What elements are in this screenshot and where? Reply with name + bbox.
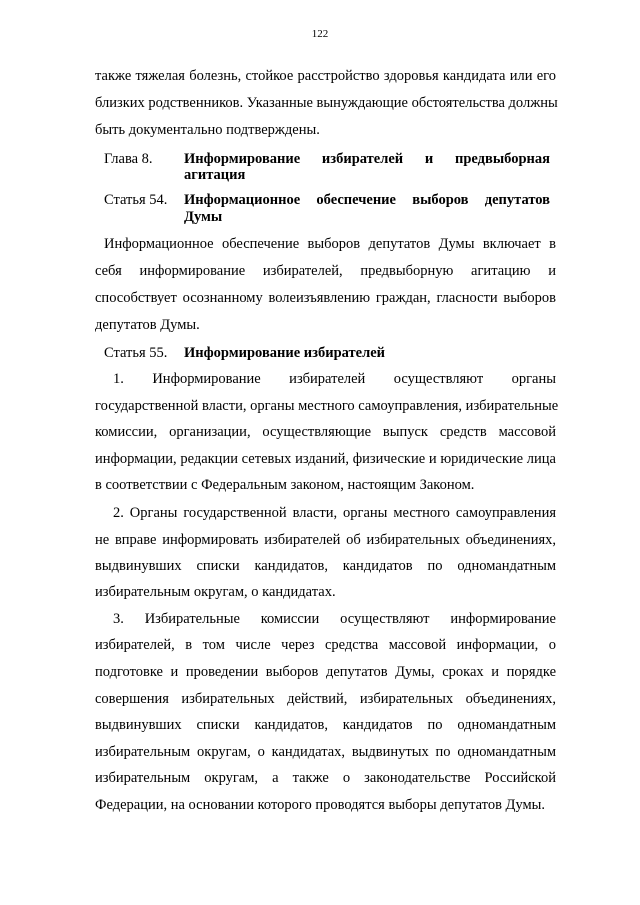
chapter-title: Информирование избирателей и предвыборная (184, 151, 550, 167)
article-54-text: себя информирование избирателей, предвыборную агитацию и (95, 263, 556, 279)
article-55-paragraph-1: 1. Информирование избирателей осуществляют органы (113, 371, 556, 387)
article-55-paragraph-2: 2. Органы государственной власти, органы местного самоуправления (113, 505, 556, 521)
article-55-paragraph-3: выдвинувших списки кандидатов, кандидатов по одномандатным (95, 717, 556, 733)
article-54-title: Думы (184, 209, 223, 225)
article-55-paragraph-3: 3. Избирательные комиссии осуществляют информирование (113, 611, 556, 627)
article-55-paragraph-1: в соответствии с Федеральным законом, настоящим Законом. (95, 477, 475, 493)
article-55-paragraph-3: подготовке и проведении выборов депутатов Думы, сроках и порядке (95, 664, 556, 680)
article-54-title: Информационное обеспечение выборов депутатов (184, 192, 550, 208)
chapter-label: Глава 8. (104, 151, 153, 167)
article-55-paragraph-1: информации, редакции сетевых изданий, физические и юридические лица (95, 451, 556, 467)
article-54-text: способствует осознанному волеизъявлению граждан, гласности выборов (95, 290, 556, 306)
article-54-text: депутатов Думы. (95, 317, 200, 333)
article-55-paragraph-2: выдвинувших списки кандидатов, кандидатов по одномандатным (95, 558, 556, 574)
text-line: также тяжелая болезнь, стойкое расстройство здоровья кандидата или его (95, 68, 556, 84)
article-55-paragraph-2: избирательным округам, о кандидатах. (95, 584, 336, 600)
article-54-label: Статья 54. (104, 192, 168, 208)
chapter-title: агитация (184, 167, 246, 183)
article-55-label: Статья 55. (104, 345, 168, 361)
article-55-paragraph-3: избирательным округам, о кандидатах, выдвинутых по одномандатным (95, 744, 556, 760)
page-number: 122 (311, 28, 329, 40)
article-55-paragraph-2: не вправе информировать избирателей об избирательных объединениях, (95, 532, 556, 548)
article-55-title: Информирование избирателей (184, 345, 386, 361)
article-55-paragraph-3: избирателей, в том числе через средства массовой информации, о (95, 637, 556, 653)
text-line: близких родственников. Указанные вынуждающие обстоятельства должны (95, 95, 558, 111)
text-line: быть документально подтверждены. (95, 122, 320, 138)
article-55-paragraph-1: государственной власти, органы местного самоуправления, избирательные (95, 398, 559, 414)
article-54-text: Информационное обеспечение выборов депутатов Думы включает в (104, 236, 556, 252)
article-55-paragraph-3: Федерации, на основании которого проводятся выборы депутатов Думы. (95, 797, 546, 813)
article-55-paragraph-3: избирательным округам, а также о законодательстве Российской (95, 770, 556, 786)
article-55-paragraph-3: совершения избирательных действий, избирательных объединениях, (95, 691, 556, 707)
article-55-paragraph-1: комиссии, организации, осуществляющие выпуск средств массовой (95, 424, 556, 440)
